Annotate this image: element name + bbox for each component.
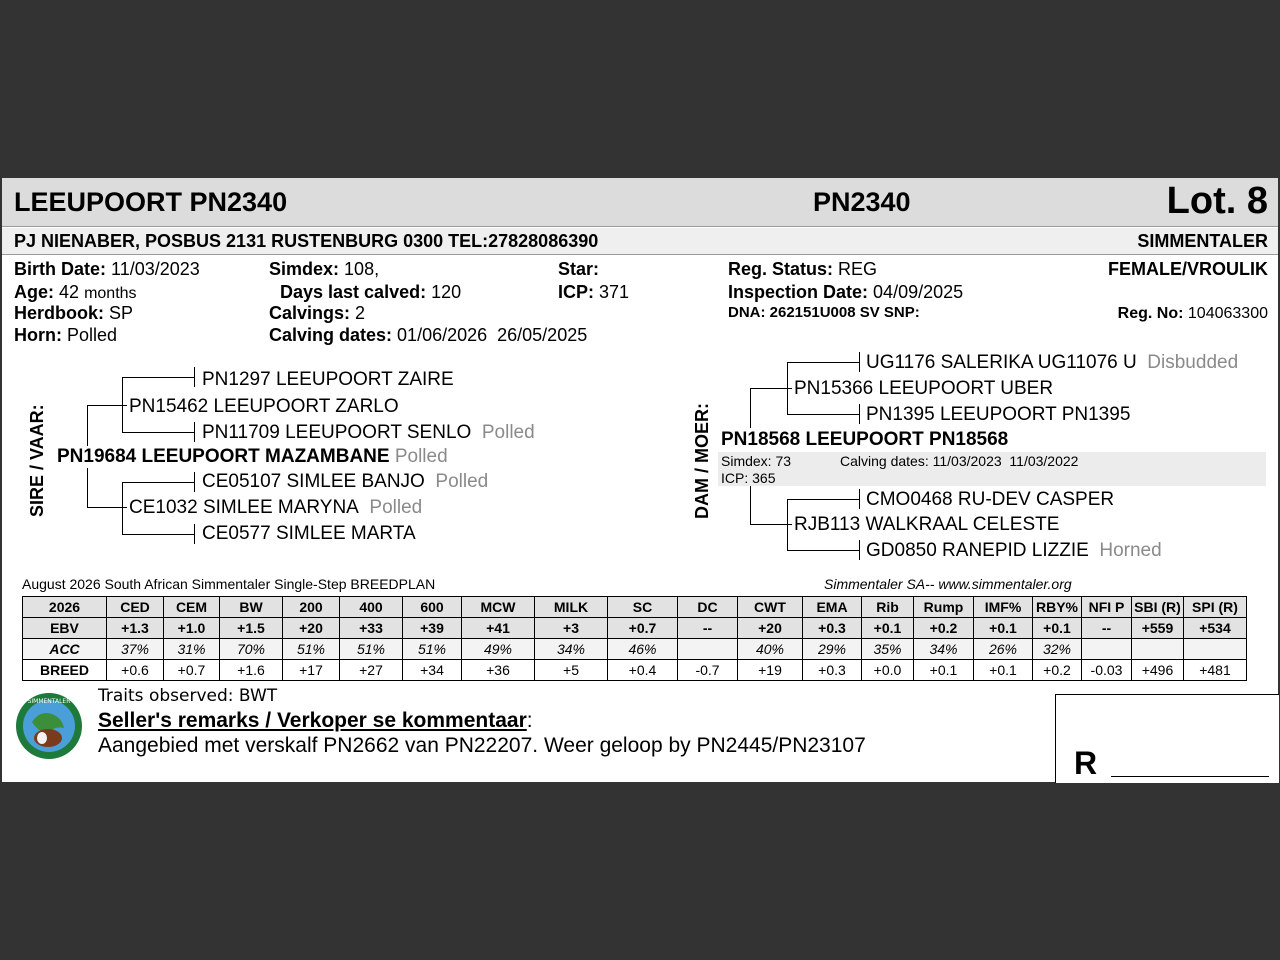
connector: [87, 405, 88, 446]
dam-sire: PN15366 LEEUPOORT UBER: [794, 378, 1054, 399]
dam-simdex: Simdex: 73: [721, 453, 792, 469]
connector: [122, 482, 195, 483]
connector: [194, 524, 195, 544]
inspection-date: Inspection Date: 04/09/2025: [728, 282, 964, 302]
sire-sire-sire: PN1297 LEEUPOORT ZAIRE: [202, 369, 454, 390]
ebv-cell: +20: [283, 618, 340, 639]
birth-date: Birth Date: 11/03/2023: [14, 259, 200, 279]
acc-row: [23, 639, 1247, 660]
acc-cell: 40%: [738, 639, 803, 660]
ebv-header-cell: DC: [678, 597, 738, 618]
dam-dam-sire: CMO0468 RU-DEV CASPER: [866, 489, 1115, 510]
ebv-header-cell: SBI (R): [1132, 597, 1184, 618]
sire-side-label: SIRE / VAAR:: [27, 404, 47, 517]
ebv-cell: +0.1: [974, 618, 1033, 639]
dna-info: DNA: 262151U008 SV SNP:: [728, 304, 920, 321]
acc-cell: 51%: [340, 639, 403, 660]
breed-cell: +0.4: [608, 660, 678, 681]
breed-avg-row: [23, 660, 1247, 681]
r-signature-box: [1055, 694, 1279, 783]
breed-cell: -0.7: [678, 660, 738, 681]
connector: [194, 367, 195, 387]
connector: [750, 388, 751, 428]
breedplan-website: Simmentaler SA-- www.simmentaler.org: [824, 576, 1072, 592]
animal-id: PN2340: [813, 187, 911, 217]
dam-dam: RJB113 WALKRAAL CELESTE: [794, 514, 1060, 535]
acc-cell: 34%: [914, 639, 974, 660]
connector: [787, 362, 860, 363]
connector: [750, 486, 751, 524]
acc-cell: [678, 639, 738, 660]
breed-cell: +0.1: [914, 660, 974, 681]
connector: [750, 388, 792, 389]
ebv-cell: +534: [1184, 618, 1247, 639]
breed-cell: +1.6: [220, 660, 283, 681]
breed-cell: +0.1: [974, 660, 1033, 681]
acc-cell: 51%: [403, 639, 462, 660]
ebv-cell: +0.2: [914, 618, 974, 639]
connector: [859, 352, 860, 372]
ebv-cell: +1.3: [107, 618, 164, 639]
ebv-header-cell: CED: [107, 597, 164, 618]
connector: [194, 422, 195, 442]
breed-cell: +5: [535, 660, 608, 681]
breed-cell: +481: [1184, 660, 1247, 681]
acc-cell: 29%: [803, 639, 862, 660]
dam-side-label: DAM / MOER:: [692, 403, 712, 519]
ebv-cell: +0.1: [862, 618, 914, 639]
traits-observed: Traits observed: BWT: [98, 686, 278, 706]
age: Age: 42 months: [14, 282, 137, 302]
ebv-cell: +1.5: [220, 618, 283, 639]
acc-cell: [1082, 639, 1132, 660]
lot-card: [2, 178, 1278, 782]
acc-cell: 70%: [220, 639, 283, 660]
lot-number: Lot. 8: [1166, 180, 1268, 222]
ebv-header-cell: SC: [608, 597, 678, 618]
dam-name: PN18568 LEEUPOORT PN18568: [721, 429, 1009, 450]
breed-cell: +0.3: [803, 660, 862, 681]
ebv-row: [23, 618, 1247, 639]
ebv-cell: +0.1: [1033, 618, 1082, 639]
breed-cell: +17: [283, 660, 340, 681]
breed-name: SIMMENTALER: [1137, 231, 1268, 251]
remarks-title: Seller's remarks / Verkoper se kommentaar:: [98, 709, 533, 732]
connector: [787, 499, 860, 500]
breed-cell: -0.03: [1082, 660, 1132, 681]
ebv-cell: +33: [340, 618, 403, 639]
acc-cell: 34%: [535, 639, 608, 660]
r-label: R: [1074, 745, 1098, 781]
breed-cell: +0.6: [107, 660, 164, 681]
ebv-cell: +559: [1132, 618, 1184, 639]
ebv-cell: +0.3: [803, 618, 862, 639]
ebv-cell: --: [1082, 618, 1132, 639]
connector: [859, 540, 860, 560]
ebv-header-cell: RBY%: [1033, 597, 1082, 618]
sire-dam: CE1032 SIMLEE MARYNA Polled: [129, 497, 423, 518]
connector: [787, 550, 860, 551]
days-last-calved: Days last calved: 120: [280, 282, 462, 302]
ebv-cell: +0.7: [608, 618, 678, 639]
horn-status: Horn: Polled: [14, 325, 118, 345]
row-label: EBV: [23, 618, 107, 639]
ebv-header-row: [23, 597, 1247, 618]
sire-dam-dam: CE0577 SIMLEE MARTA: [202, 523, 416, 544]
ebv-header-cell: IMF%: [974, 597, 1033, 618]
connector: [787, 414, 860, 415]
ebv-header-cell: 600: [403, 597, 462, 618]
connector: [194, 472, 195, 492]
animal-name: LEEUPOORT PN2340: [14, 187, 288, 217]
svg-text:SIMMENTALER: SIMMENTALER: [27, 698, 71, 705]
owner-bar: [2, 228, 1278, 255]
connector: [122, 432, 195, 433]
connector: [122, 377, 195, 378]
connector: [87, 468, 88, 507]
dam-details-box: [718, 452, 1266, 486]
connector: [859, 404, 860, 424]
ebv-header-cell: 400: [340, 597, 403, 618]
ebv-header-cell: MCW: [462, 597, 535, 618]
ebv-header-cell: 200: [283, 597, 340, 618]
ebv-header-cell: Rump: [914, 597, 974, 618]
dam-dam-dam: GD0850 RANEPID LIZZIE Horned: [866, 540, 1162, 561]
ebv-header-cell: BW: [220, 597, 283, 618]
breedplan-caption: August 2026 South African Simmentaler Single-Step BREEDPLAN: [22, 576, 436, 592]
ebv-header-cell: CWT: [738, 597, 803, 618]
ebv-header-cell: NFI P: [1082, 597, 1132, 618]
simmentaler-logo-icon: [12, 692, 86, 760]
sire-dam-sire: CE05107 SIMLEE BANJO Polled: [202, 471, 489, 492]
owner-details: PJ NIENABER, POSBUS 2131 RUSTENBURG 0300 TEL:27828086390: [14, 231, 599, 251]
breed-cell: +496: [1132, 660, 1184, 681]
sire-sire: PN15462 LEEUPOORT ZARLO: [129, 396, 399, 417]
ebv-cell: +39: [403, 618, 462, 639]
acc-cell: 31%: [164, 639, 220, 660]
ebv-header-cell: MILK: [535, 597, 608, 618]
breed-cell: +36: [462, 660, 535, 681]
calvings: Calvings: 2: [269, 303, 366, 323]
reg-number: Reg. No: 104063300: [1117, 305, 1268, 322]
title-bar: [2, 178, 1278, 227]
ebv-cell: +41: [462, 618, 535, 639]
row-label: ACC: [23, 639, 107, 660]
acc-cell: 46%: [608, 639, 678, 660]
acc-cell: 51%: [283, 639, 340, 660]
acc-cell: 32%: [1033, 639, 1082, 660]
dam-icp: ICP: 365: [721, 470, 776, 486]
breed-cell: +27: [340, 660, 403, 681]
ebv-header-cell: Rib: [862, 597, 914, 618]
ebv-header-cell: SPI (R): [1184, 597, 1247, 618]
ebv-cell: +20: [738, 618, 803, 639]
connector: [859, 489, 860, 509]
connector: [87, 507, 127, 508]
row-label: BREED: [23, 660, 107, 681]
acc-cell: 37%: [107, 639, 164, 660]
icp: ICP: 371: [558, 282, 630, 302]
breed-cell: +0.2: [1033, 660, 1082, 681]
ebv-header-cell: EMA: [803, 597, 862, 618]
sire-sire-dam: PN11709 LEEUPOORT SENLO Polled: [202, 422, 535, 443]
acc-cell: 35%: [862, 639, 914, 660]
connector: [750, 524, 792, 525]
breed-cell: +0.0: [862, 660, 914, 681]
acc-cell: 26%: [974, 639, 1033, 660]
connector: [87, 405, 127, 406]
star: Star:: [558, 259, 600, 279]
dam-calving-dates: Calving dates: 11/03/2023 11/03/2022: [840, 453, 1079, 469]
dam-sire-dam: PN1395 LEEUPOORT PN1395: [866, 404, 1131, 425]
ebv-cell: --: [678, 618, 738, 639]
ebv-header-cell: CEM: [164, 597, 220, 618]
connector: [122, 482, 123, 534]
simdex: Simdex: 108,: [269, 259, 380, 279]
sire-name: PN19684 LEEUPOORT MAZAMBANE Polled: [57, 446, 448, 467]
connector: [787, 499, 788, 550]
herdbook: Herdbook: SP: [14, 303, 134, 323]
acc-cell: [1132, 639, 1184, 660]
breed-cell: +19: [738, 660, 803, 681]
calving-dates: Calving dates: 01/06/2026 26/05/2025: [269, 325, 588, 345]
connector: [122, 534, 195, 535]
acc-cell: 49%: [462, 639, 535, 660]
ebv-table: [22, 596, 1247, 681]
remarks-text: Aangebied met verskalf PN2662 van PN22207. Weer geloop by PN2445/PN23107: [98, 734, 866, 757]
ebv-cell: +1.0: [164, 618, 220, 639]
breed-cell: +0.7: [164, 660, 220, 681]
acc-cell: [1184, 639, 1247, 660]
reg-status: Reg. Status: REG: [728, 259, 878, 279]
dam-sire-sire: UG1176 SALERIKA UG11076 U Disbudded: [866, 352, 1239, 373]
signature-line: [1111, 776, 1269, 777]
sex: FEMALE/VROULIK: [1108, 259, 1268, 279]
breed-cell: +34: [403, 660, 462, 681]
ebv-cell: +3: [535, 618, 608, 639]
row-label: 2026: [23, 597, 107, 618]
